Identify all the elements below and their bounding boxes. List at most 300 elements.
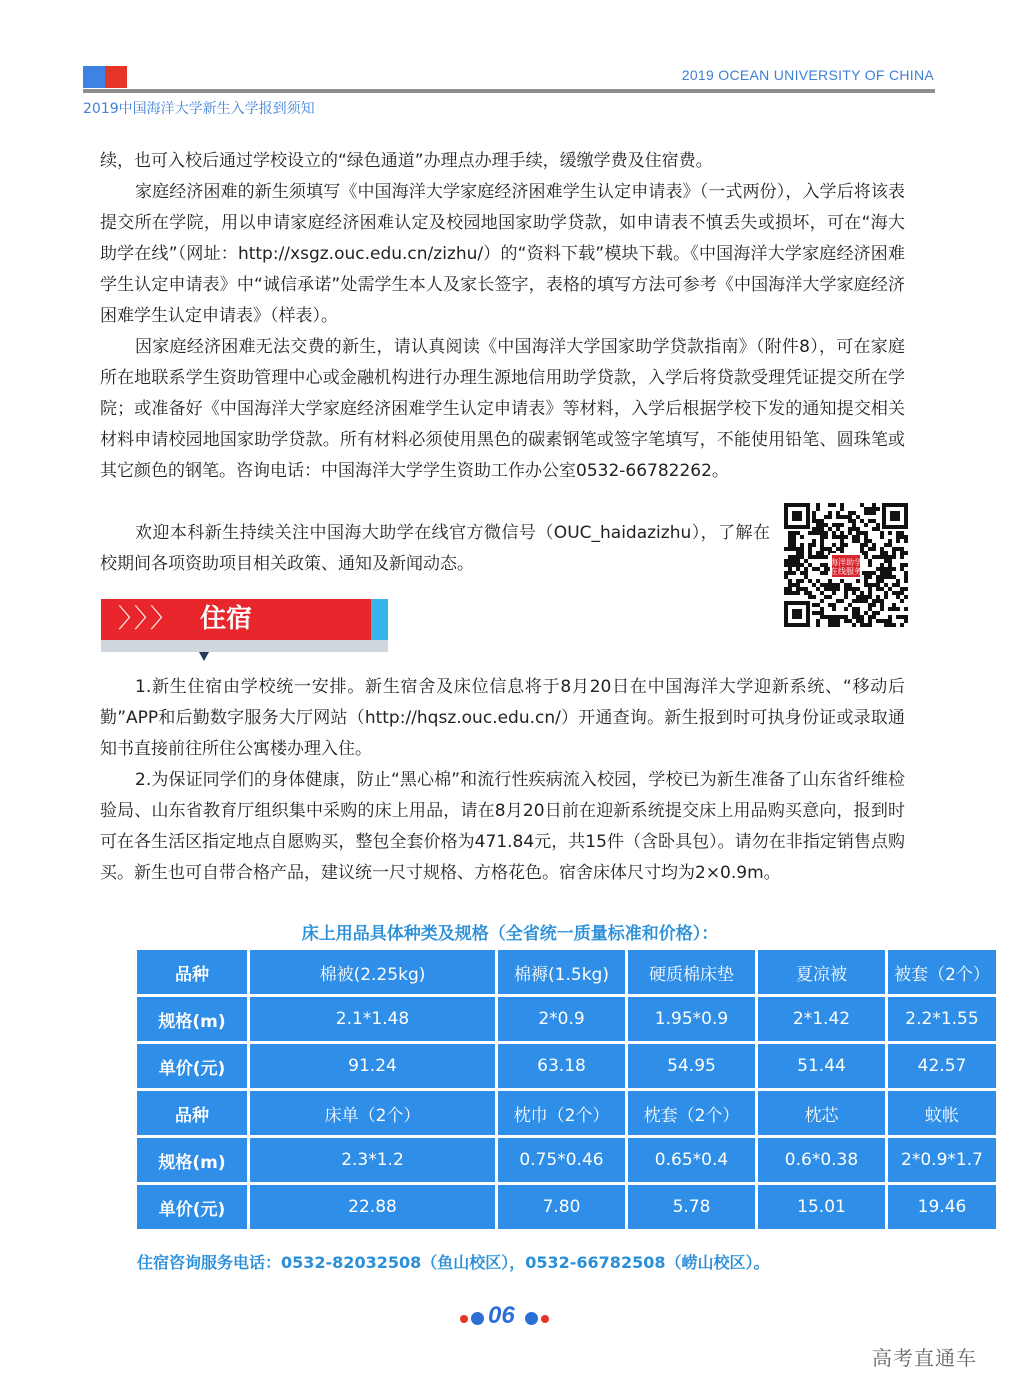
qr-module: [848, 531, 852, 535]
qr-module: [892, 591, 896, 595]
lodging-contact: 住宿咨询服务电话：0532-82032508（鱼山校区），0532-66782508（崂山校区）。: [137, 1253, 770, 1272]
qr-module: [816, 527, 820, 531]
table-cell: 床单（2个）: [250, 1091, 495, 1135]
qr-module: [880, 575, 884, 579]
qr-module: [876, 619, 880, 623]
qr-module: [824, 595, 828, 599]
qr-module: [856, 615, 860, 619]
qr-module: [896, 539, 900, 543]
qr-module: [792, 531, 796, 535]
qr-module: [800, 571, 804, 575]
qr-module: [864, 599, 868, 603]
section-header-shadow: [101, 640, 388, 652]
qr-module: [800, 551, 804, 555]
qr-module: [840, 543, 844, 547]
qr-module: [864, 623, 868, 627]
qr-module: [888, 623, 892, 627]
table-cell: 被套（2个）: [888, 950, 996, 994]
table-cell: 枕芯: [758, 1091, 885, 1135]
qr-module: [904, 587, 908, 591]
qr-module: [848, 511, 852, 515]
qr-module: [840, 547, 844, 551]
qr-module: [840, 515, 844, 519]
qr-module: [872, 503, 876, 507]
header-subtitle: 2019中国海洋大学新生入学报到须知: [83, 101, 315, 117]
qr-module: [868, 571, 872, 575]
qr-module: [828, 547, 832, 551]
table-cell: 51.44: [758, 1044, 885, 1088]
qr-module: [812, 527, 816, 531]
qr-module: [796, 547, 800, 551]
table-cell: 2*1.42: [758, 997, 885, 1041]
qr-module: [816, 567, 820, 571]
qr-module: [856, 515, 860, 519]
qr-module: [828, 603, 832, 607]
header-divider: [83, 89, 935, 93]
qr-module: [884, 571, 888, 575]
qr-module: [852, 587, 856, 591]
qr-module: [820, 607, 824, 611]
paragraph-wechat: 欢迎本科新生持续关注中国海大助学在线官方微信号（OUC_haidazizhu），了解在校期间各项资助项目相关政策、通知及新闻动态。: [100, 523, 770, 574]
qr-module: [840, 531, 844, 535]
qr-module: [860, 619, 864, 623]
qr-module: [816, 519, 820, 523]
qr-module: [848, 619, 852, 623]
qr-module: [816, 503, 820, 507]
qr-module: [784, 559, 788, 563]
qr-module: [804, 591, 808, 595]
qr-module: [844, 595, 848, 599]
qr-module: [804, 575, 808, 579]
qr-module: [872, 519, 876, 523]
qr-module: [868, 615, 872, 619]
qr-module: [808, 531, 812, 535]
qr-module: [864, 595, 868, 599]
qr-module: [904, 571, 908, 575]
qr-code-graphic: [784, 503, 908, 627]
qr-module: [896, 615, 900, 619]
qr-module: [808, 579, 812, 583]
qr-module: [904, 579, 908, 583]
qr-module: [860, 615, 864, 619]
qr-module: [836, 599, 840, 603]
qr-module: [864, 511, 868, 515]
qr-module: [840, 507, 844, 511]
qr-module: [852, 615, 856, 619]
qr-module: [864, 583, 868, 587]
qr-module: [800, 543, 804, 547]
qr-module: [880, 555, 884, 559]
qr-module: [852, 591, 856, 595]
qr-module: [816, 551, 820, 555]
qr-module: [884, 623, 888, 627]
qr-module: [892, 603, 896, 607]
qr-module: [852, 611, 856, 615]
qr-module: [820, 523, 824, 527]
table-cell: 蚊帐: [888, 1091, 996, 1135]
table-row: [137, 1091, 996, 1135]
qr-module: [860, 547, 864, 551]
qr-module: [892, 551, 896, 555]
qr-module: [788, 563, 792, 567]
qr-module: [856, 527, 860, 531]
paragraph-hardship-form: 家庭经济困难的新生须填写《中国海洋大学家庭经济困难学生认定申请表》（一式两份），入学后将该表提交所在学院，用以申请家庭经济困难认定及校园地国家助学贷款，如申请表不慎丢失或损坏，可在“海大助学在线”（网址：http://xsgz.ouc.edu.cn/zizhu/）的“资料下载”模块下载。《中国海洋大学家庭经济困难学生认定申请表》中“诚信承诺”处需学生本人及家长签字，表格的填写方法可参考《中国海洋大学家庭经济困难学生认定申请表》（样表）。: [100, 182, 905, 326]
qr-module: [824, 587, 828, 591]
qr-module: [816, 619, 820, 623]
qr-module: [892, 555, 896, 559]
qr-module: [820, 519, 824, 523]
qr-module: [828, 623, 832, 627]
qr-module: [796, 563, 800, 567]
qr-module: [896, 535, 900, 539]
qr-module: [812, 603, 816, 607]
qr-module: [880, 587, 884, 591]
qr-module: [876, 595, 880, 599]
qr-module: [856, 607, 860, 611]
qr-module: [824, 567, 828, 571]
qr-module: [844, 587, 848, 591]
qr-module: [808, 543, 812, 547]
qr-module: [792, 591, 796, 595]
paragraph-student-loan: 因家庭经济困难无法交费的新生，请认真阅读《中国海洋大学国家助学贷款指南》（附件8），可在家庭所在地联系学生资助管理中心或金融机构进行办理生源地信用助学贷款，入学后将贷款受理凭证提交所在学院；或准备好《中国海洋大学家庭经济困难学生认定申请表》等材料，入学后根据学校下发的通知提交相关材料申请校园地国家助学贷款。所有材料必须使用黑色的碳素钢笔或签字笔填写，不能使用铅笔、圆珠笔或其它颜色的钢笔。咨询电话：中国海洋大学学生资助工作办公室0532-66782262。: [100, 337, 905, 481]
qr-module: [868, 563, 872, 567]
qr-module: [784, 587, 788, 591]
paragraph-lodging-2: 2.为保证同学们的身体健康，防止“黑心棉”和流行性疾病流入校园，学校已为新生准备了山东省纤维检验局、山东省教育厅组织集中采购的床上用品，请在8月20日前在迎新系统提交床上用品购买意向，报到时可在各生活区指定地点自愿购买，整包全套价格为471.84元，共15件（含卧具包）。请勿在非指定销售点购买。新生也可自带合格产品，建议统一尺寸规格、方格花色。宿舍床体尺寸均为2×0.9m。: [100, 770, 905, 883]
qr-module: [876, 567, 880, 571]
qr-module: [836, 515, 840, 519]
qr-module: [880, 551, 884, 555]
qr-module: [880, 619, 884, 623]
qr-module: [784, 591, 788, 595]
qr-module: [816, 611, 820, 615]
qr-module: [892, 567, 896, 571]
qr-module: [792, 555, 796, 559]
qr-module: [880, 599, 884, 603]
qr-module: [884, 583, 888, 587]
qr-module: [832, 503, 836, 507]
header-blue-block: [83, 66, 105, 88]
qr-module: [880, 547, 884, 551]
qr-module: [836, 587, 840, 591]
qr-module: [824, 615, 828, 619]
qr-module: [820, 551, 824, 555]
qr-module: [788, 567, 792, 571]
table-cell: 0.65*0.4: [628, 1138, 755, 1182]
qr-module: [820, 591, 824, 595]
qr-module: [800, 535, 804, 539]
qr-module: [904, 575, 908, 579]
pager-dot-red-left: [460, 1315, 468, 1323]
table-cell: 54.95: [628, 1044, 755, 1088]
qr-module: [836, 583, 840, 587]
table-row: [137, 1138, 996, 1182]
qr-module: [816, 555, 820, 559]
qr-module: [812, 511, 816, 515]
qr-module: [788, 547, 792, 551]
qr-module: [852, 511, 856, 515]
qr-module: [832, 523, 836, 527]
qr-module: [892, 547, 896, 551]
qr-module: [900, 563, 904, 567]
qr-module: [820, 599, 824, 603]
qr-module: [792, 535, 796, 539]
table-row-header: 品种: [137, 1091, 247, 1135]
qr-module: [856, 611, 860, 615]
qr-module: [820, 535, 824, 539]
qr-module: [876, 527, 880, 531]
qr-module: [840, 503, 844, 507]
qr-module: [820, 531, 824, 535]
qr-module: [892, 623, 896, 627]
qr-module: [816, 587, 820, 591]
qr-module: [792, 539, 796, 543]
qr-module: [904, 563, 908, 567]
qr-module: [900, 599, 904, 603]
qr-module: [900, 551, 904, 555]
qr-module: [868, 623, 872, 627]
qr-module: [788, 559, 792, 563]
qr-module: [852, 527, 856, 531]
qr-module: [868, 583, 872, 587]
qr-module: [868, 559, 872, 563]
qr-module: [796, 567, 800, 571]
qr-module: [856, 539, 860, 543]
table-cell: 1.95*0.9: [628, 997, 755, 1041]
qr-module: [784, 571, 788, 575]
table-cell: 22.88: [250, 1185, 495, 1229]
qr-module: [848, 515, 852, 519]
qr-module: [852, 623, 856, 627]
qr-module: [900, 587, 904, 591]
qr-module: [796, 579, 800, 583]
qr-module: [840, 535, 844, 539]
qr-module: [788, 579, 792, 583]
qr-module: [900, 547, 904, 551]
section-title: 住宿: [200, 604, 253, 634]
qr-module: [896, 579, 900, 583]
qr-module: [880, 531, 884, 535]
qr-module: [888, 559, 892, 563]
paragraph-lodging-1: 1.新生住宿由学校统一安排。新生宿舍及床位信息将于8月20日在中国海洋大学迎新系统、“移动后勤”APP和后勤数字服务大厅网站（http://hqsz.ouc.edu.cn/）开通查询。新生报到时可执身份证或录取通知书直接前往所住公寓楼办理入住。: [100, 677, 905, 759]
qr-module: [820, 563, 824, 567]
qr-module: [856, 619, 860, 623]
qr-module: [876, 555, 880, 559]
qr-module: [820, 571, 824, 575]
header-red-block: [105, 66, 127, 88]
qr-module: [900, 591, 904, 595]
header-university-title: 2019 OCEAN UNIVERSITY OF CHINA: [681, 67, 934, 83]
qr-module: [832, 607, 836, 611]
bedding-table: [134, 947, 999, 1232]
table-cell: 7.80: [498, 1185, 625, 1229]
qr-module: [828, 527, 832, 531]
qr-module: [896, 547, 900, 551]
qr-module: [796, 587, 800, 591]
qr-module: [836, 523, 840, 527]
qr-module: [872, 611, 876, 615]
qr-module: [812, 583, 816, 587]
section-arrows-icon: 〉〉〉: [118, 604, 180, 634]
qr-module: [860, 599, 864, 603]
qr-module: [824, 547, 828, 551]
qr-module: [900, 535, 904, 539]
qr-module: [812, 515, 816, 519]
qr-module: [888, 575, 892, 579]
qr-module: [872, 583, 876, 587]
qr-module: [868, 587, 872, 591]
table-row: [137, 1044, 996, 1088]
qr-module: [868, 539, 872, 543]
qr-module: [836, 615, 840, 619]
qr-module: [848, 583, 852, 587]
qr-module: [840, 523, 844, 527]
qr-module: [852, 523, 856, 527]
qr-module: [788, 543, 792, 547]
qr-module: [880, 603, 884, 607]
qr-module: [808, 563, 812, 567]
qr-module: [824, 531, 828, 535]
qr-module: [864, 531, 868, 535]
qr-module: [884, 619, 888, 623]
qr-module: [888, 567, 892, 571]
qr-module: [864, 507, 868, 511]
qr-module: [848, 519, 852, 523]
pager-dot-blue-left: [471, 1312, 484, 1325]
qr-module: [832, 615, 836, 619]
section-header-accent: [371, 599, 388, 640]
qr-module: [788, 571, 792, 575]
qr-code: [784, 503, 908, 627]
qr-module: [820, 543, 824, 547]
qr-module: [868, 547, 872, 551]
qr-module: [900, 615, 904, 619]
qr-module: [800, 547, 804, 551]
qr-module: [792, 571, 796, 575]
qr-module: [900, 567, 904, 571]
qr-module: [860, 623, 864, 627]
qr-module: [876, 583, 880, 587]
qr-module: [808, 591, 812, 595]
qr-module: [872, 543, 876, 547]
qr-module: [896, 607, 900, 611]
qr-module: [864, 555, 868, 559]
qr-module: [796, 531, 800, 535]
qr-module: [792, 583, 796, 587]
table-cell: 5.78: [628, 1185, 755, 1229]
qr-module: [808, 595, 812, 599]
qr-module: [816, 623, 820, 627]
qr-module: [832, 623, 836, 627]
qr-module: [880, 571, 884, 575]
qr-module: [800, 579, 804, 583]
qr-module: [828, 503, 832, 507]
qr-module: [888, 539, 892, 543]
qr-module: [820, 555, 824, 559]
qr-module: [888, 615, 892, 619]
qr-module: [876, 575, 880, 579]
qr-module: [784, 575, 788, 579]
qr-module: [868, 591, 872, 595]
qr-module: [788, 539, 792, 543]
qr-module: [828, 587, 832, 591]
table-cell: 硬质棉床垫: [628, 950, 755, 994]
qr-module: [872, 599, 876, 603]
qr-module: [836, 527, 840, 531]
qr-module: [836, 511, 840, 515]
qr-module: [856, 579, 860, 583]
qr-module: [868, 519, 872, 523]
qr-module: [820, 547, 824, 551]
qr-module: [788, 591, 792, 595]
qr-module: [864, 611, 868, 615]
qr-module: [892, 607, 896, 611]
qr-module: [812, 595, 816, 599]
qr-module: [860, 503, 864, 507]
qr-module: [884, 559, 888, 563]
qr-module: [836, 547, 840, 551]
table-cell: 2*0.9*1.7: [888, 1138, 996, 1182]
table-cell: 棉被(2.25kg): [250, 950, 495, 994]
qr-module: [824, 535, 828, 539]
qr-module: [880, 563, 884, 567]
qr-module: [828, 515, 832, 519]
qr-module: [884, 575, 888, 579]
qr-module: [896, 583, 900, 587]
qr-module: [904, 619, 908, 623]
table-cell: 夏凉被: [758, 950, 885, 994]
qr-module: [856, 599, 860, 603]
qr-module: [848, 527, 852, 531]
qr-module: [864, 535, 868, 539]
qr-module: [888, 619, 892, 623]
qr-module: [800, 563, 804, 567]
qr-module: [884, 591, 888, 595]
qr-module: [844, 607, 848, 611]
qr-label-line1: 海洋助学: [830, 558, 862, 567]
qr-module: [876, 579, 880, 583]
qr-module: [840, 579, 844, 583]
qr-module: [804, 571, 808, 575]
qr-module: [864, 543, 868, 547]
qr-module: [884, 551, 888, 555]
qr-module: [792, 563, 796, 567]
qr-module: [848, 587, 852, 591]
qr-module: [824, 571, 828, 575]
qr-module: [832, 543, 836, 547]
qr-module: [788, 531, 792, 535]
qr-module: [896, 531, 900, 535]
qr-module: [796, 583, 800, 587]
qr-module: [836, 535, 840, 539]
qr-module: [888, 543, 892, 547]
qr-module: [852, 539, 856, 543]
qr-module: [820, 615, 824, 619]
qr-module: [832, 603, 836, 607]
qr-module: [828, 579, 832, 583]
qr-module: [860, 531, 864, 535]
qr-module: [816, 579, 820, 583]
qr-module: [900, 555, 904, 559]
qr-module: [864, 523, 868, 527]
table-row: [137, 950, 996, 994]
qr-module: [864, 571, 868, 575]
qr-module: [868, 603, 872, 607]
qr-module: [788, 555, 792, 559]
qr-module: [880, 607, 884, 611]
qr-module: [840, 539, 844, 543]
qr-module: [832, 619, 836, 623]
qr-module: [852, 599, 856, 603]
